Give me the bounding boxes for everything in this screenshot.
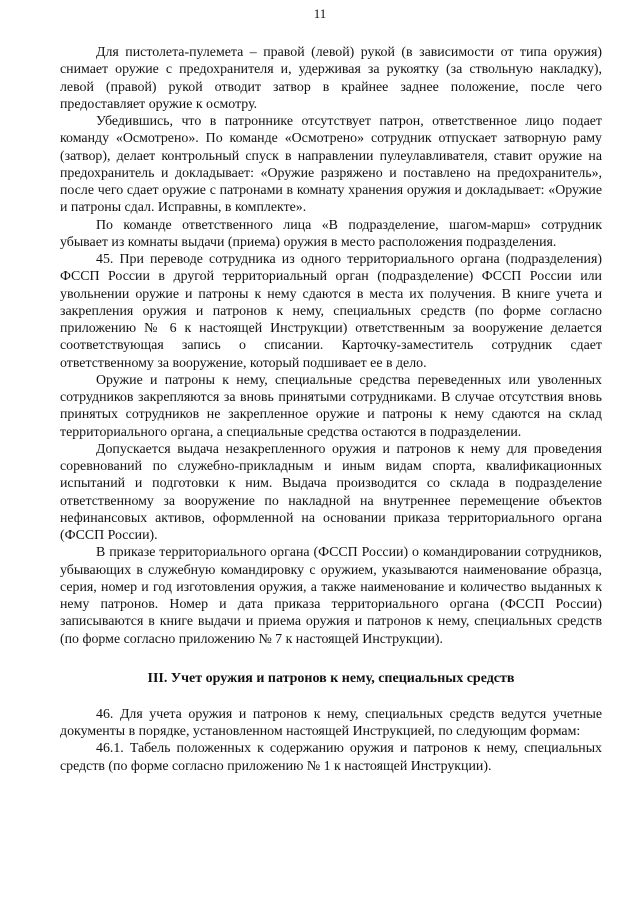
paragraph-inspection-command: Убедившись, что в патроннике отсутствует патрон, ответственное лицо подает команду «Осмотрено». По команде «Осмотрено» сотрудник отпускает затворную раму (затвор), делает контрольный спуск в направлении пулеулавливателя, ставит оружие на предохранитель и докладывает: «Оружие разряжено и поставлено на предохранитель», после чего сдает оружие с патронами в комнату хранения оружия и докладывает: «Оружие и патроны сдал. Исправны, в комплекте». [60,114,602,216]
paragraph-smg-unloading: Для пистолета-пулемета – правой (левой) рукой (в зависимости от типа оружия) снимает оружие с предохранителя и, удерживая за рукоятку (за ствольную накладку), левой (правой) рукой отводит затвор в крайнее заднее положение, после чего предоставляет оружие к осмотру. [60,45,602,112]
paragraph-46-1-table: 46.1. Табель положенных к содержанию оружия и патронов к нему, специальных средств (по форме согласно приложению № 1 к настоящей Инструкции). [60,741,602,774]
page-number: 11 [313,6,327,21]
paragraph-return-to-unit: По команде ответственного лица «В подразделение, шагом-марш» сотрудник убывает из комнаты выдачи (приема) оружия в место расположения подразделения. [60,217,602,250]
paragraph-unassigned-issue: Допускается выдача незакрепленного оружия и патронов к нему для проведения соревнований по служебно-прикладным и иным видам спорта, квалификационных испытаний и подготовки к ним. Выдача производится со склада в подразделение ответственному за вооружение по накладной на внутреннее перемещение объектов нефинансовых активов, оформленной на основании приказа территориального органа (ФССП России). [60,441,602,543]
paragraph-reassignment: Оружие и патроны к нему, специальные средства переведенных или уволенных сотрудников закрепляются за вновь принятыми сотрудниками. В случае отсутствия вновь принятых сотрудников не закрепленное оружие и патроны к нему сдаются на склад территориального органа, а специальные средства остаются в подразделении. [60,372,602,440]
paragraph-business-trip-order: В приказе территориального органа (ФССП России) о командировании сотрудников, убывающих в служебную командировку с оружием, указываются наименование образца, серия, номер и год изготовления оружия, а также наименование и количество выданных к нему патронов. Номер и дата приказа территориального органа (ФССП России) записываются в книге выдачи и приема оружия и патронов к нему, специальных средств (по форме согласно приложению № 7 к настоящей Инструкции). [60,545,602,647]
paragraph-46-accounting: 46. Для учета оружия и патронов к нему, специальных средств ведутся учетные документы в порядке, установленном настоящей Инструкцией, по следующим формам: [60,706,602,739]
paragraph-45-transfer: 45. При переводе сотрудника из одного территориального органа (подразделения) ФССП России в другой территориальный орган (подразделение) ФССП России или увольнении оружие и патроны к нему сдаются в места их получения. В книге учета и закрепления оружия и патронов к нему, специальных средств (по форме согласно приложению № 6 к настоящей Инструкции) ответственным за вооружение делается соответствующая запись о списании. Карточку-заместитель сотрудник сдает ответственному за вооружение, который подшивает ее в дело. [60,252,602,371]
document-body [60,44,602,775]
section-heading: III. Учет оружия и патронов к нему, специальных средств [147,670,515,686]
